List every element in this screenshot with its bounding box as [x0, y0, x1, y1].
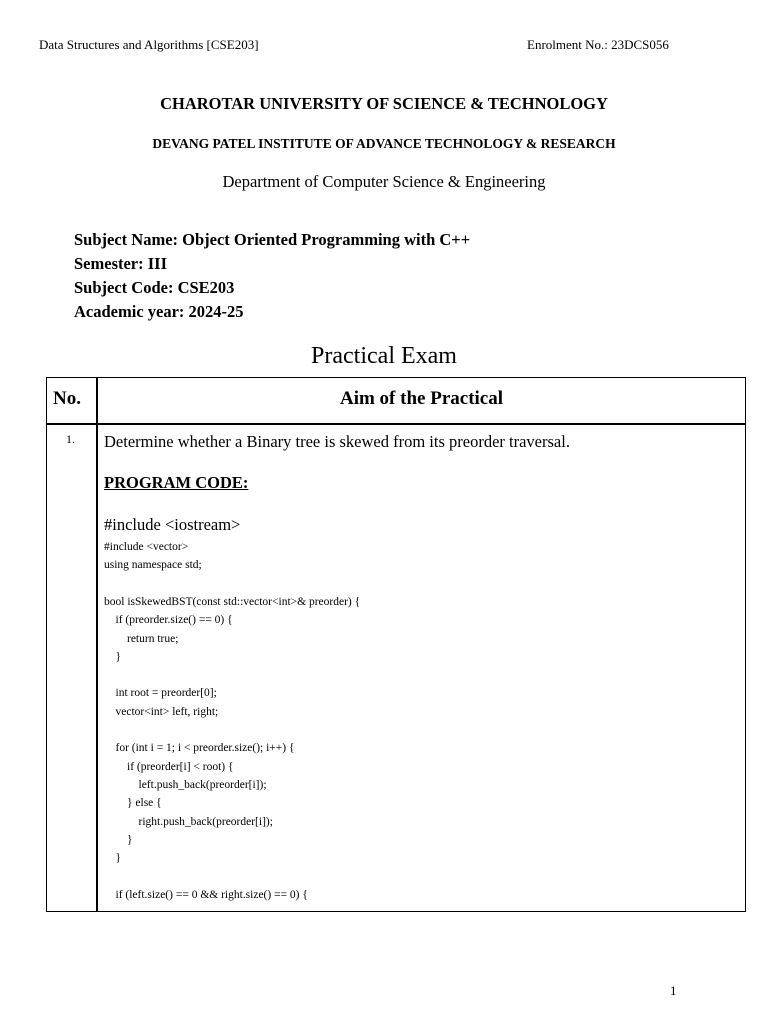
practical-aim: Determine whether a Binary tree is skewed from its preorder traversal. [104, 432, 570, 451]
header-enrolment: Enrolment No.: 23DCS056 [527, 37, 669, 52]
code-line: } [104, 650, 122, 663]
code-line: bool isSkewedBST(const std::vector<int>& preorder) { [104, 595, 361, 608]
code-line: int root = preorder[0]; [104, 687, 217, 700]
code-line: #include <vector> [104, 541, 189, 553]
code-line: using namespace std; [104, 559, 202, 572]
code-line: } [104, 852, 122, 865]
code-line: for (int i = 1; i < preorder.size(); i++) { [104, 742, 295, 755]
code-line: return true; [104, 632, 179, 645]
university-name: CHAROTAR UNIVERSITY OF SCIENCE & TECHNOLOGY [160, 94, 608, 113]
code-first-line: #include <iostream> [104, 515, 241, 534]
exam-title: Practical Exam [311, 343, 457, 369]
code-line: if (left.size() == 0 && right.size() == 0) { [104, 888, 308, 901]
table-column-divider [96, 377, 98, 912]
code-line: right.push_back(preorder[i]); [104, 815, 273, 828]
code-line: left.push_back(preorder[i]); [104, 778, 267, 791]
column-header-aim: Aim of the Practical [339, 388, 504, 409]
subject-code: Subject Code: CSE203 [74, 278, 235, 297]
code-line: if (preorder.size() == 0) { [104, 614, 233, 627]
code-line: vector<int> left, right; [104, 705, 219, 718]
page-number: 1 [670, 983, 677, 998]
row-number: 1. [66, 432, 75, 446]
semester: Semester: III [74, 254, 168, 273]
table-header-divider [46, 423, 746, 425]
code-line: } [104, 833, 133, 846]
subject-name: Subject Name: Object Oriented Programming with C++ [74, 230, 471, 249]
department-name: Department of Computer Science & Engineering [222, 172, 546, 191]
code-line: if (preorder[i] < root) { [104, 760, 234, 773]
academic-year: Academic year: 2024-25 [74, 302, 244, 321]
institute-name: DEVANG PATEL INSTITUTE OF ADVANCE TECHNOLOGY & RESEARCH [152, 136, 616, 151]
header-course: Data Structures and Algorithms [CSE203] [39, 37, 259, 52]
practical-table [46, 377, 746, 912]
column-header-no: No. [53, 388, 81, 409]
code-line: } else { [104, 797, 162, 810]
program-code-label: PROGRAM CODE: [104, 473, 249, 492]
